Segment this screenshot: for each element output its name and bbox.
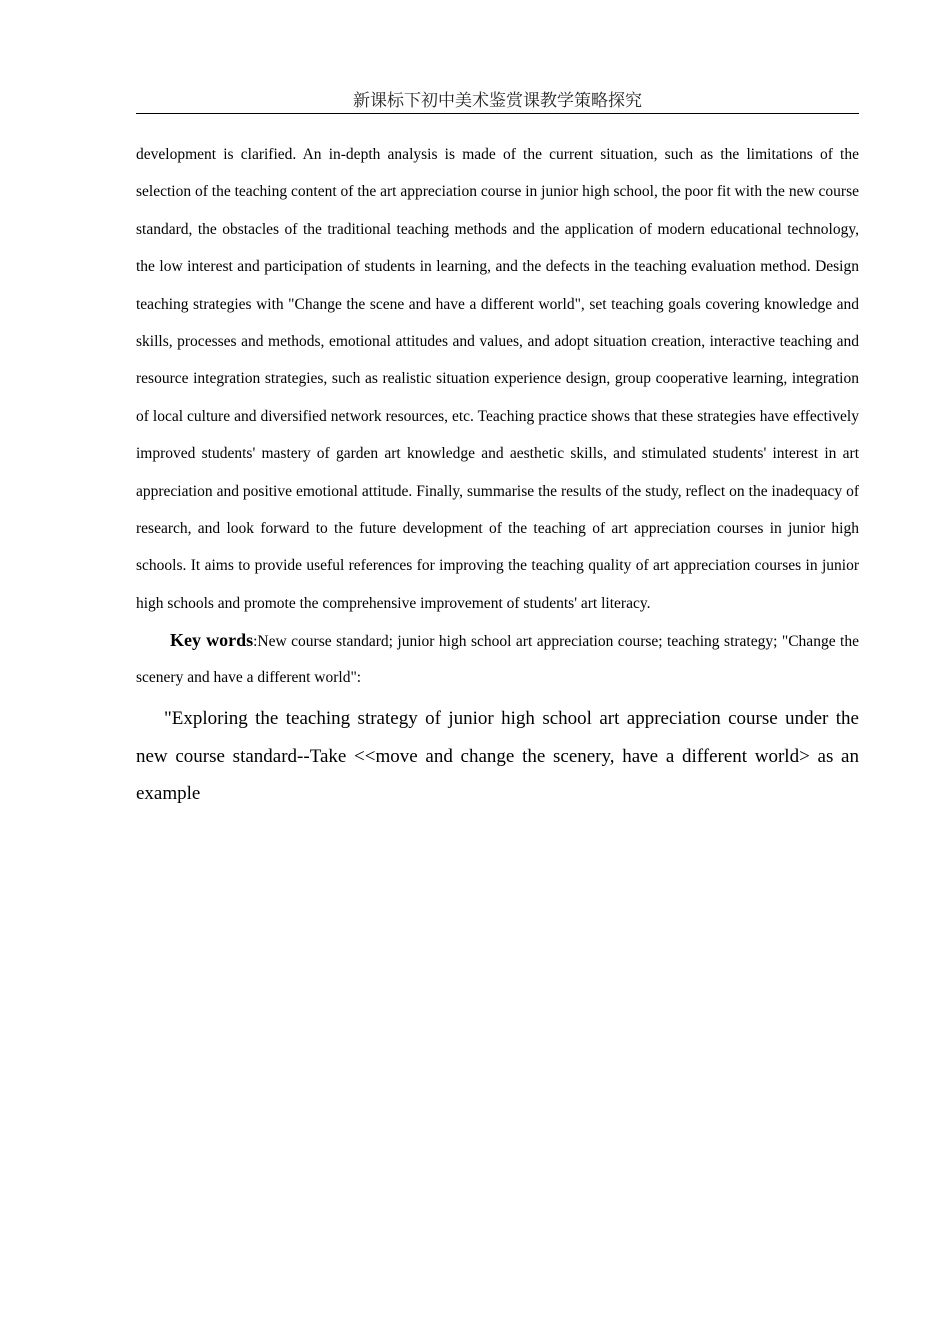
keywords-text: :New course standard; junior high school art appreciation course; teaching strategy; "Change the scenery and have a different world": bbox=[136, 633, 859, 687]
abstract-paragraph: development is clarified. An in-depth analysis is made of the current situation, such as the limitations of the selection of the teaching content of the art appreciation course in junior high school, the poor fit with the new course standard, the obstacles of the traditional teaching methods and the application of modern educational technology, the low interest and participation of students in learning, and the defects in the teaching evaluation method. Design teaching strategies with "Change the scene and have a different world", set teaching goals covering knowledge and skills, processes and methods, emotional attitudes and values, and adopt situation creation, interactive teaching and resource integration strategies, such as realistic situation experience design, group cooperative learning, integration of local culture and diversified network resources, etc. Teaching practice shows that these strategies have effectively improved students' mastery of garden art knowledge and aesthetic skills, and stimulated students' interest in art appreciation and positive emotional attitude. Finally, summarise the results of the study, reflect on the inadequacy of research, and look forward to the future development of the teaching of art appreciation courses in junior high schools. It aims to provide useful references for improving the teaching quality of art appreciation courses in junior high schools and promote the comprehensive improvement of students' art literacy. bbox=[136, 146, 859, 612]
keywords-label: Key words bbox=[170, 630, 254, 651]
running-header bbox=[136, 90, 859, 114]
body-text bbox=[136, 136, 859, 813]
keywords-paragraph bbox=[136, 622, 859, 696]
header-title: 新课标下初中美术鉴赏课教学策略探究 bbox=[353, 91, 642, 111]
english-title: "Exploring the teaching strategy of junior high school art appreciation course under the new course standard--Take <<move and change the scenery, have a different world> as an example bbox=[136, 708, 859, 805]
